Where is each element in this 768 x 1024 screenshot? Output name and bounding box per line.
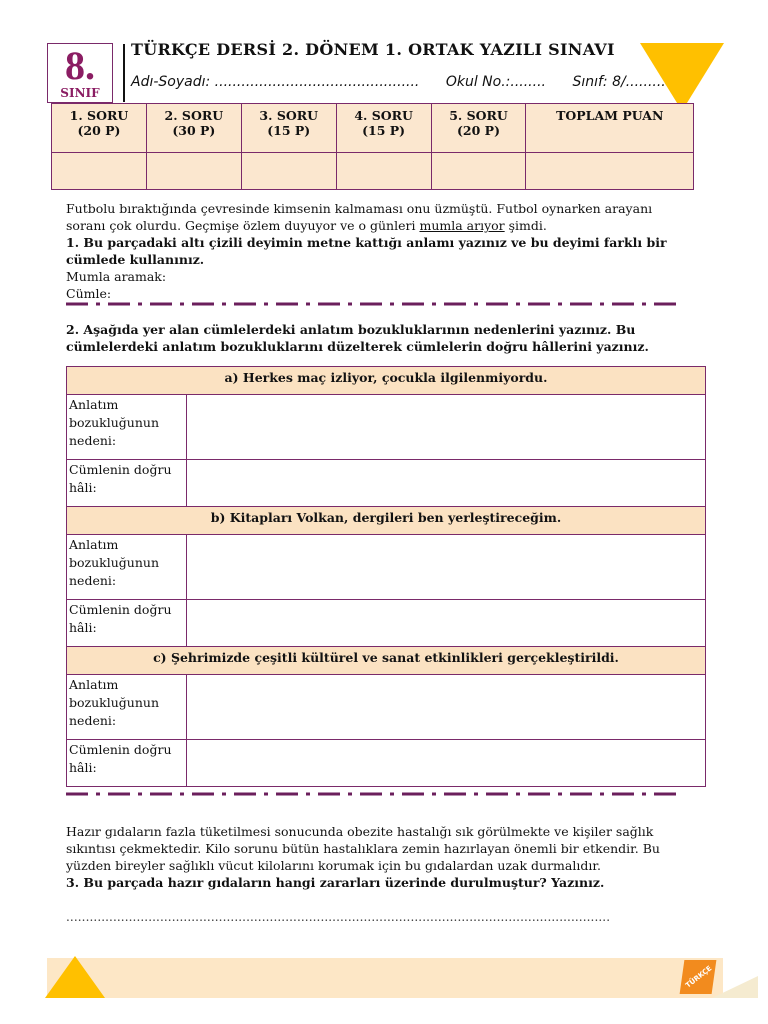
score-col-total: TOPLAM PUAN — [526, 104, 694, 153]
grade-number: 8. — [65, 43, 95, 88]
q2c-reason-answer[interactable] — [187, 675, 706, 740]
q1-meaning-label[interactable]: Mumla aramak: — [66, 269, 167, 284]
brand-text: TÜRKÇE — [684, 964, 714, 990]
q1-sentence-label[interactable]: Cümle: — [66, 286, 112, 301]
score-col-2: 2. SORU (30 P) — [146, 104, 241, 153]
score-table — [51, 103, 694, 190]
q2b-correct-answer[interactable] — [187, 600, 706, 647]
score-cell-2[interactable] — [146, 153, 241, 190]
q2a-reason-answer[interactable] — [187, 395, 706, 460]
score-col-3: 3. SORU (15 P) — [241, 104, 336, 153]
question1-block — [66, 200, 706, 302]
exam-title: TÜRKÇE DERSİ 2. DÖNEM 1. ORTAK YAZILI SINAVI — [131, 40, 615, 59]
q2c-correct-answer[interactable] — [187, 740, 706, 787]
q2a-correct-answer[interactable] — [187, 460, 706, 507]
section-divider-2 — [66, 792, 684, 796]
q2c-reason-label: Anlatım bozukluğunun nedeni: — [67, 675, 187, 740]
q1-passage-line2: soranı çok olurdu. Geçmişe özlem duyuyor ve o günleri mumla arıyor şimdi. — [66, 218, 547, 233]
q1-prompt: 1. Bu parçadaki altı çizili deyimin metne kattığı anlamı yazınız ve bu deyimi farklı bir cümlede kullanınız. — [66, 235, 667, 267]
grade-label: SINIF — [60, 86, 100, 100]
q2b-reason-label: Anlatım bozukluğunun nedeni: — [67, 535, 187, 600]
grade-box — [47, 43, 113, 103]
q1-idiom: mumla arıyor — [419, 218, 505, 233]
q2b-correct-label: Cümlenin doğru hâli: — [67, 600, 187, 647]
q3-passage: Hazır gıdaların fazla tüketilmesi sonucunda obezite hastalığı sık görülmekte ve kişiler sağlık sıkıntısı çekmektedir. Kilo sorunu bütün hastalıklara zemin hazırlayan önemli bir etkendir. Bu yüzden bireyler sağlıklı vücut kilolarını korumak için bu gıdalardan uzak durmalıdır. — [66, 824, 660, 873]
footer-triangle — [45, 956, 105, 998]
score-cell-3[interactable] — [241, 153, 336, 190]
question2-table — [66, 366, 706, 787]
student-info — [131, 74, 688, 90]
footer-corner-shape — [712, 976, 758, 998]
q2-sentence-c: c) Şehrimizde çeşitli kültürel ve sanat etkinlikleri gerçekleştirildi. — [67, 647, 706, 675]
score-cell-4[interactable] — [336, 153, 431, 190]
score-cell-5[interactable] — [431, 153, 526, 190]
q3-prompt: 3. Bu parçada hazır gıdaların hangi zararları üzerinde durulmuştur? Yazınız. — [66, 875, 605, 890]
q2a-reason-label: Anlatım bozukluğunun nedeni: — [67, 395, 187, 460]
q2-prompt: 2. Aşağıda yer alan cümlelerdeki anlatım bozukluklarının nedenlerini yazınız. Bu cümlelerdeki anlatım bozukluklarını düzelterek cümlelerin doğru hâllerini yazınız. — [66, 322, 649, 354]
score-col-1: 1. SORU (20 P) — [52, 104, 147, 153]
q2-sentence-b: b) Kitapları Volkan, dergileri ben yerleştireceğim. — [67, 507, 706, 535]
header-divider — [123, 44, 125, 102]
class-field[interactable]: Sınıf: 8/......... — [572, 74, 666, 90]
score-col-5: 5. SORU (20 P) — [431, 104, 526, 153]
score-cell-1[interactable] — [52, 153, 147, 190]
q2b-reason-answer[interactable] — [187, 535, 706, 600]
q2-sentence-a: a) Herkes maç izliyor, çocukla ilgilenmiyordu. — [67, 367, 706, 395]
q2c-correct-label: Cümlenin doğru hâli: — [67, 740, 187, 787]
score-cell-total[interactable] — [526, 153, 694, 190]
corner-triangle — [640, 43, 724, 111]
q1-passage-line1: Futbolu bıraktığında çevresinde kimsenin kalmaması onu üzmüştü. Futbol oynarken arayanı — [66, 201, 653, 216]
score-col-4: 4. SORU (15 P) — [336, 104, 431, 153]
q2a-correct-label: Cümlenin doğru hâli: — [67, 460, 187, 507]
section-divider-1 — [66, 302, 684, 306]
q3-answer-line[interactable]: ........................................................................................................................................... — [66, 910, 611, 924]
name-field[interactable]: Adı-Soyadı: .............................................. — [131, 74, 420, 90]
school-number-field[interactable]: Okul No.:........ — [445, 74, 546, 90]
footer-bar — [47, 958, 723, 998]
question3-block — [66, 823, 706, 891]
